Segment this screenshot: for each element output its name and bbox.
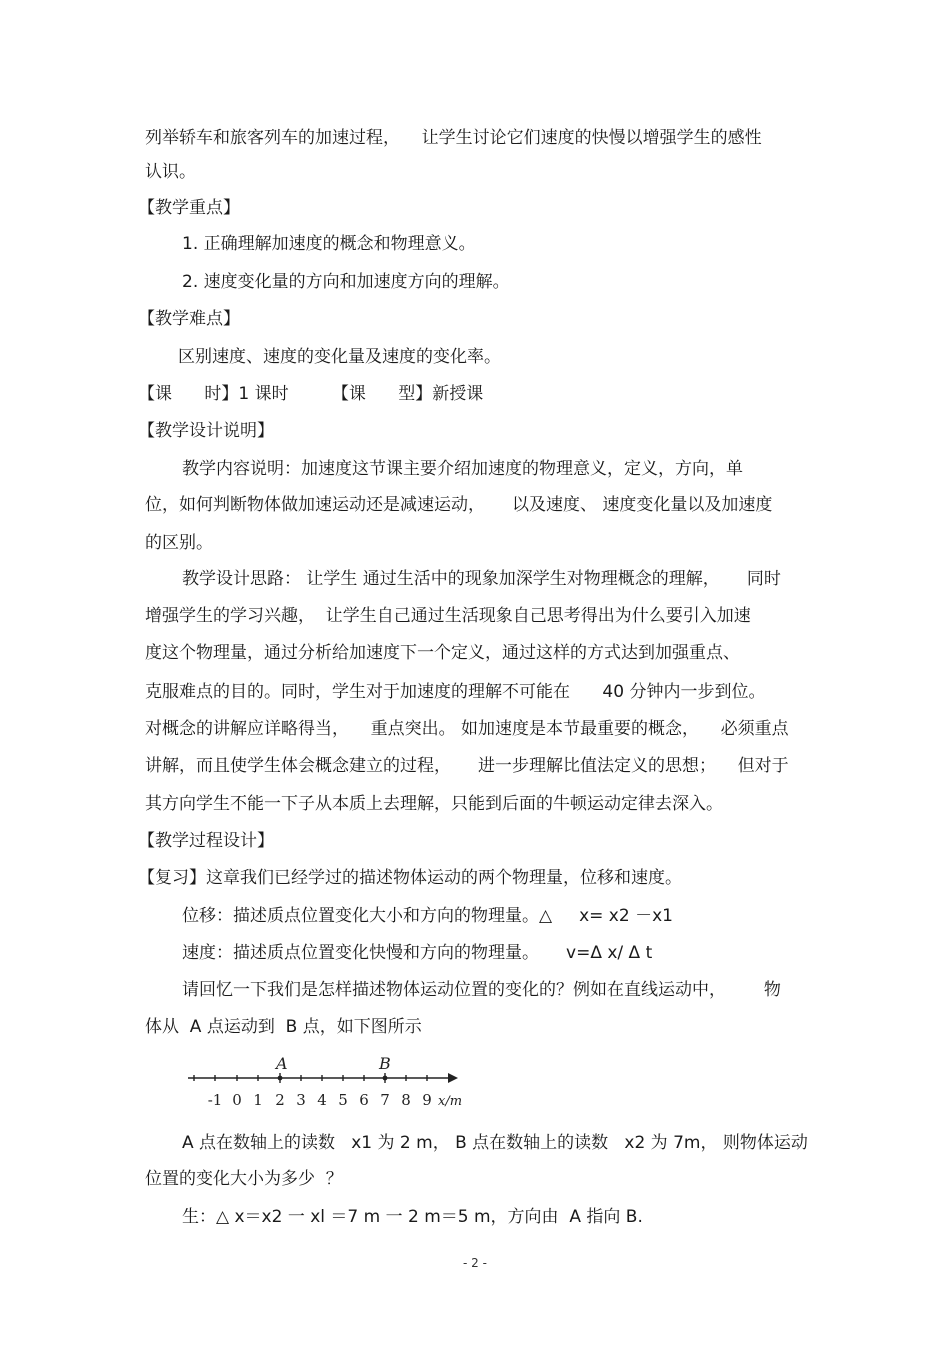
text-line-11: 位，如何判断物体做加速运动还是减速运动， 以及速度、 速度变化量以及加速度 — [145, 495, 773, 515]
text-line-17: 对概念的讲解应详略得当， 重点突出。 如加速度是本节最重要的概念， 必须重点 — [145, 719, 789, 739]
point-b-label: B — [379, 1054, 391, 1073]
text-line-13: 教学设计思路： 让学生 通过生活中的现象加深学生对物理概念的理解， 同时 — [182, 569, 781, 589]
tick-label: -1 — [207, 1091, 223, 1109]
text-line-26: A 点在数轴上的读数 x1 为 2 m， B 点在数轴上的读数 x2 为 7m， 则物体运动 — [182, 1133, 808, 1153]
text-line-27: 位置的变化大小为多少 ？ — [145, 1169, 343, 1189]
text-line-7: 区别速度、速度的变化量及速度的变化率。 — [178, 347, 501, 367]
tick-label: 0 — [232, 1091, 242, 1109]
axis-unit-label: x/m — [438, 1094, 463, 1109]
section-heading-difficulties: 【教学难点】 — [138, 309, 240, 329]
point-b-marker — [383, 1076, 388, 1081]
tick-label: 7 — [380, 1091, 390, 1109]
text-line-10: 教学内容说明：加速度这节课主要介绍加速度的物理意义，定义，方向，单 — [182, 459, 743, 479]
text-line-4: 1. 正确理解加速度的概念和物理意义。 — [182, 234, 476, 254]
tick-label: 3 — [296, 1091, 306, 1109]
tick-label: 2 — [275, 1091, 285, 1109]
tick-label: 9 — [422, 1091, 432, 1109]
text-line-22: 位移：描述质点位置变化大小和方向的物理量。△ x= x2 －x1 — [182, 906, 673, 926]
page-number: - 2 - — [463, 1256, 487, 1270]
number-line-figure — [180, 1052, 468, 1116]
text-line-1: 列举轿车和旅客列车的加速过程， 让学生讨论它们速度的快慢以增强学生的感性 — [145, 128, 762, 148]
tick-label: 6 — [359, 1091, 369, 1109]
text-line-8: 【课 时】1 课时 【课 型】新授课 — [138, 384, 484, 404]
text-line-2: 认识。 — [145, 162, 196, 182]
text-line-5: 2. 速度变化量的方向和加速度方向的理解。 — [182, 272, 510, 292]
tick-label: 8 — [401, 1091, 411, 1109]
text-line-24: 请回忆一下我们是怎样描述物体运动位置的变化的？例如在直线运动中， 物 — [182, 980, 781, 1000]
section-heading-design: 【教学设计说明】 — [138, 421, 274, 441]
text-line-19: 其方向学生不能一下子从本质上去理解，只能到后面的牛顿运动定律去深入。 — [145, 794, 723, 814]
text-line-15: 度这个物理量，通过分析给加速度下一个定义，通过这样的方式达到加强重点、 — [145, 643, 740, 663]
tick-label: 1 — [253, 1091, 263, 1109]
point-a-marker — [278, 1076, 283, 1081]
text-line-16: 克服难点的目的。同时，学生对于加速度的理解不可能在 40 分钟内一步到位。 — [145, 682, 766, 702]
text-line-25: 体从 A 点运动到 B 点，如下图所示 — [145, 1017, 422, 1037]
text-line-23: 速度：描述质点位置变化快慢和方向的物理量。 v=Δ x/ Δ t — [182, 943, 653, 963]
text-line-12: 的区别。 — [145, 533, 213, 553]
text-line-14: 增强学生的学习兴趣， 让学生自己通过生活现象自己思考得出为什么要引入加速 — [145, 606, 751, 626]
point-a-label: A — [276, 1054, 288, 1073]
section-heading-process: 【教学过程设计】 — [138, 831, 274, 851]
text-line-18: 讲解，而且使学生体会概念建立的过程， 进一步理解比值法定义的思想； 但对于 — [145, 756, 789, 776]
section-heading-key-points: 【教学重点】 — [138, 198, 240, 218]
text-line-28: 生：△ x＝x2 一 xl ＝7 m 一 2 m＝5 m，方向由 A 指向 B. — [182, 1207, 643, 1227]
text-line-21: 【复习】这章我们已经学过的描述物体运动的两个物理量，位移和速度。 — [138, 868, 682, 888]
tick-label: 5 — [338, 1091, 348, 1109]
tick-label: 4 — [317, 1091, 327, 1109]
